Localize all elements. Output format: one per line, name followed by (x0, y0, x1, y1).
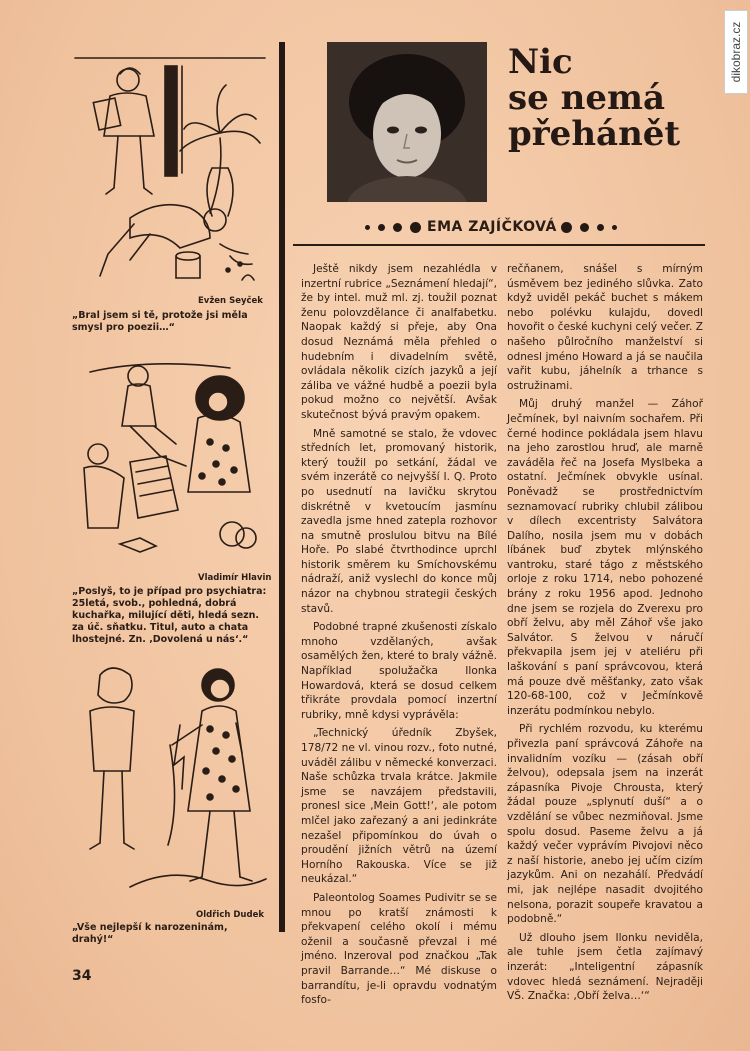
cartoon-1-caption: „Bral jsem si tě, protože jsi měla smysl pro poezii…“ (72, 310, 248, 333)
paragraph: Ještě nikdy jsem nezahlédla v inzertní rubrice „Seznámení hledají“, že by intel. muž ml. zj. toužil poznat ženu polovzdělance či analfabetku. Naopak každý si přeje, aby Ona dosud Neznámá měla přehled o hudebním i divadelním světě, ovládala několik cizích jazyků a její záliba ve vážné hudbě a poezii byla pokud možno co největší. Avšak skutečnost bývá pravým opakem. (301, 263, 497, 421)
cartoon-1-drawing (70, 48, 270, 288)
bullet-dot (612, 225, 617, 230)
bullet-dot (561, 222, 572, 233)
paragraph: Paleontolog Soames Pudivitr se se mnou po kratší známosti k překvapení celého okolí i mému oženil a současně převzal i mé jméno. Inzeroval pod značkou „Tak pravil Barrande…“ Mé diskuse o barrandítu, je-li opravdu vodnatým fosfo- (301, 891, 497, 1007)
article-column-1 (301, 262, 497, 1012)
paragraph: Při rychlém rozvodu, ku kterému přivezla paní správcová Záhoře na invalidním vozíku — (zásah obří želvou), odepsala jsem na inzerát zápasníka Pivoje Chrousta, který žádal pouze „splynutí duší“ a o vzdělání se vůbec nezmiňoval. Jsme spolu dosud. Paseme želvu a já každý večer vyprávím Pivojovi něco z naší historie, anebo jej učím cizím jazykům. Ani on nezahálí. Předvádí mi, jak nejlépe nasadit dvojitého nelsona, porazit soupeře kravatou a podobně.“ (507, 723, 703, 926)
paragraph: Mně samotné se stalo, že vdovec středních let, promovaný historik, který toužil po setkání, žádal ve svém inzerátě co nejvyšší I. Q. Proto po usednutí na lavičku skrytou diskrétně v kvetoucím jasmínu zavedla jsme hned zatepla rozhovor na smutně proslulou bitvu na Bílé Hoře. Po slabé čtvrthodince uprchl historik směrem ku Smíchovskému nádraží, aniž vyslechl do konce můj názor na chybnou strategii českých stavů. (301, 427, 497, 615)
paragraph: Můj druhý manžel — Záhoř Ječmínek, byl naivním sochařem. Při černé hodince pokládala jsem hlavu na jeho zarostlou hruď, ale marně zaváděla řeč na Josefa Myslbeka a ostatní. Ječmínek obvykle usínal. Poněvadž se prostřednictvím seznamovací rubriky chlubil zálibou v dílech excentristy Salvátora Dalího, nosila jsem mu v dobách líbánek buď zbytek mlýnského vantroku, staré tágo z městského orloje z roku 1714, nebo pohozené brány z roku 1956 apod. Jednoho dne jsem se rozjela do Zverexu pro obří želvu, aby měl Záhoř vše jako Salvátor. S želvou v náručí překvapila jsem jej v ateliéru při laškování s paní správcovou, která má pouze dvě měšťanky, zato však 120-68-100, což v Ječmínkově inzerátu podmínkou nebylo. (507, 398, 703, 717)
bullet-dot (365, 225, 370, 230)
page-number: 34 (72, 968, 92, 984)
title-line-1: Nic (508, 42, 573, 82)
paragraph: „Technický úředník Zbyšek, 178/72 ne vl. vinou rozv., foto nutné, uváděl zálibu v německé konverzaci. Naše schůzka trvala krátce. Jakmile jsme se navzájem představili, pronesl sice ‚Mein Gott!‘, ale potom mlčel jako zařezaný a ani jedinkráte nezašel připomínkou do úvah o proudění jižních větrů na území Horního Rakouska. Více se již neukázal.“ (301, 727, 497, 886)
title-line-3: přehánět (508, 114, 681, 154)
column-divider (279, 42, 285, 932)
paragraph: Už dlouho jsem Ilonku neviděla, ale tuhle jsem četla zajímavý inzerát: „Inteligentní zápasník vdovec hledá seznámení. Nejraději VŠ. Značka: ‚Obří želva…‘“ (507, 931, 703, 1003)
author-photo (327, 42, 487, 202)
paragraph: Podobné trapné zkušenosti získalo mnoho vzdělaných, avšak osamělých žen, které to braly vážně. Například spolužačka Ilonka Howardová, která se dosud celkem třikráte provdala pomocí inzertní rubriky, mně kdysi vyprávěla: (301, 621, 497, 721)
byline-row (365, 214, 645, 240)
bullet-dot (597, 224, 604, 231)
bullet-dot (580, 223, 589, 232)
cartoon-3-artist: Oldřich Dudek (196, 910, 264, 920)
article-title (508, 44, 708, 152)
cartoon-3-drawing (70, 655, 270, 900)
cartoon-2-drawing (70, 352, 270, 562)
cartoon-3-caption: „Vše nejlepší k narozeninám, drahý!“ (72, 922, 228, 945)
cartoon-2-caption: „Poslyš, to je případ pro psychiatra: 25letá, svob., pohledná, dobrá kuchařka, milující děti, hledá sezn. za úč. sňatku. Titul, auto a chata lhostejné. Zn. ‚Dovolená u nás‘.“ (72, 586, 267, 645)
paragraph: rečňanem, snášel s mírným úsměvem bez jediného slůvka. Zato když uviděl pekáč buchet s mákem nebo polévku kulajdu, dovedl hovořit o české kuchyni celý večer. Z našeho půlročního manželství si odnesl jméno Howard a já se naučila vařit kubu, jáhelník a trhance s ostružinami. (507, 263, 703, 392)
article-column-2 (507, 262, 703, 1008)
bullet-dot (393, 223, 402, 232)
bullet-dot (378, 224, 385, 231)
bullet-dot (410, 222, 421, 233)
watermark-text: dikobraz.cz (729, 21, 743, 83)
cartoon-2-artist: Vladimír Hlavin (198, 573, 272, 583)
title-rule (293, 244, 705, 246)
author-byline: EMA ZAJÍČKOVÁ (427, 219, 557, 235)
cartoon-1-artist: Evžen Seyček (198, 296, 263, 306)
watermark (724, 10, 748, 94)
title-line-2: se nemá (508, 78, 665, 118)
